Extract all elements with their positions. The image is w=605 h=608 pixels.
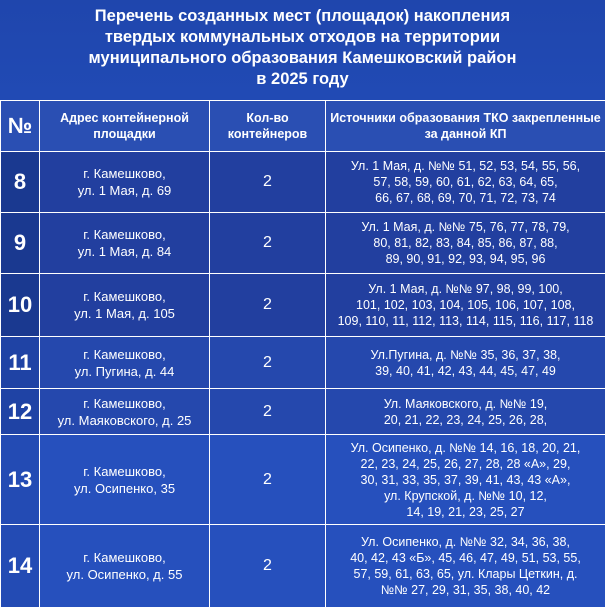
source-line: 14, 19, 21, 23, 25, 27 — [326, 504, 605, 520]
container-count: 2 — [210, 274, 326, 337]
container-count: 2 — [210, 152, 326, 213]
table-row — [1, 152, 605, 213]
container-count: 2 — [210, 337, 326, 389]
row-number: 12 — [1, 389, 40, 435]
address-cell — [40, 213, 210, 274]
source-line: 89, 90, 91, 92, 93, 94, 95, 96 — [326, 251, 605, 267]
title-line-3: муниципального образования Камешковский район — [0, 48, 605, 69]
container-count: 2 — [210, 389, 326, 435]
address-city: г. Камешково, — [40, 395, 209, 412]
sources-cell — [326, 389, 605, 435]
source-line: 40, 42, 43 «Б», 45, 46, 47, 49, 51, 53, 55, — [326, 550, 605, 566]
address-street: ул. Осипенко, д. 55 — [40, 566, 209, 583]
table-row — [1, 213, 605, 274]
table-row — [1, 274, 605, 337]
source-line: 109, 110, 11, 112, 113, 114, 115, 116, 117, 118 — [326, 313, 605, 329]
row-number: 9 — [1, 213, 40, 274]
page-title — [0, 6, 605, 90]
table-row — [1, 389, 605, 435]
address-city: г. Камешково, — [40, 346, 209, 363]
row-number: 8 — [1, 152, 40, 213]
source-line: 57, 59, 61, 63, 65, ул. Клары Цеткин, д. — [326, 566, 605, 582]
address-city: г. Камешково, — [40, 463, 209, 480]
container-count: 2 — [210, 525, 326, 608]
source-line: Ул.Пугина, д. №№ 35, 36, 37, 38, — [326, 347, 605, 363]
header-row — [1, 101, 605, 152]
source-line: Ул. Осипенко, д. №№ 14, 16, 18, 20, 21, — [326, 440, 605, 456]
header-num: № — [1, 101, 40, 152]
address-cell — [40, 152, 210, 213]
address-cell — [40, 525, 210, 608]
sources-cell — [326, 435, 605, 525]
sources-cell — [326, 213, 605, 274]
address-cell — [40, 337, 210, 389]
address-city: г. Камешково, — [40, 549, 209, 566]
address-city: г. Камешково, — [40, 226, 209, 243]
address-city: г. Камешково, — [40, 165, 209, 182]
row-number: 13 — [1, 435, 40, 525]
source-line: 101, 102, 103, 104, 105, 106, 107, 108, — [326, 297, 605, 313]
address-cell — [40, 435, 210, 525]
header-count: Кол-во контейнеров — [210, 101, 326, 152]
address-cell — [40, 389, 210, 435]
row-number: 11 — [1, 337, 40, 389]
source-line: 66, 67, 68, 69, 70, 71, 72, 73, 74 — [326, 190, 605, 206]
sources-cell — [326, 525, 605, 608]
table-row — [1, 435, 605, 525]
address-street: ул. 1 Мая, д. 105 — [40, 305, 209, 322]
container-count: 2 — [210, 213, 326, 274]
address-street: ул. Пугина, д. 44 — [40, 363, 209, 380]
source-line: 30, 31, 33, 35, 37, 39, 41, 43, 43 «А», — [326, 472, 605, 488]
sources-cell — [326, 152, 605, 213]
source-line: 80, 81, 82, 83, 84, 85, 86, 87, 88, — [326, 235, 605, 251]
source-line: Ул. 1 Мая, д. №№ 97, 98, 99, 100, — [326, 281, 605, 297]
source-line: Ул. 1 Мая, д. №№ 75, 76, 77, 78, 79, — [326, 219, 605, 235]
title-line-1: Перечень созданных мест (площадок) накопления — [0, 6, 605, 27]
row-number: 10 — [1, 274, 40, 337]
address-street: ул. Маяковского, д. 25 — [40, 412, 209, 429]
source-line: Ул. Осипенко, д. №№ 32, 34, 36, 38, — [326, 534, 605, 550]
source-line: №№ 27, 29, 31, 35, 38, 40, 42 — [326, 582, 605, 598]
source-line: 57, 58, 59, 60, 61, 62, 63, 64, 65, — [326, 174, 605, 190]
table-row — [1, 525, 605, 608]
sources-cell — [326, 274, 605, 337]
table-row — [1, 337, 605, 389]
waste-sites-table — [0, 100, 605, 608]
header-sources: Источники образования ТКО закрепленные за данной КП — [326, 101, 605, 152]
source-line: 39, 40, 41, 42, 43, 44, 45, 47, 49 — [326, 363, 605, 379]
address-street: ул. 1 Мая, д. 69 — [40, 182, 209, 199]
address-city: г. Камешково, — [40, 288, 209, 305]
source-line: ул. Крупской, д. №№ 10, 12, — [326, 488, 605, 504]
container-count: 2 — [210, 435, 326, 525]
address-cell — [40, 274, 210, 337]
source-line: Ул. Маяковского, д. №№ 19, — [326, 396, 605, 412]
row-number: 14 — [1, 525, 40, 608]
title-line-4: в 2025 году — [0, 69, 605, 90]
address-street: ул. 1 Мая, д. 84 — [40, 243, 209, 260]
source-line: 20, 21, 22, 23, 24, 25, 26, 28, — [326, 412, 605, 428]
sources-cell — [326, 337, 605, 389]
source-line: 22, 23, 24, 25, 26, 27, 28, 28 «А», 29, — [326, 456, 605, 472]
header-address: Адрес контейнерной площадки — [40, 101, 210, 152]
address-street: ул. Осипенко, 35 — [40, 480, 209, 497]
source-line: Ул. 1 Мая, д. №№ 51, 52, 53, 54, 55, 56, — [326, 158, 605, 174]
title-line-2: твердых коммунальных отходов на территории — [0, 27, 605, 48]
